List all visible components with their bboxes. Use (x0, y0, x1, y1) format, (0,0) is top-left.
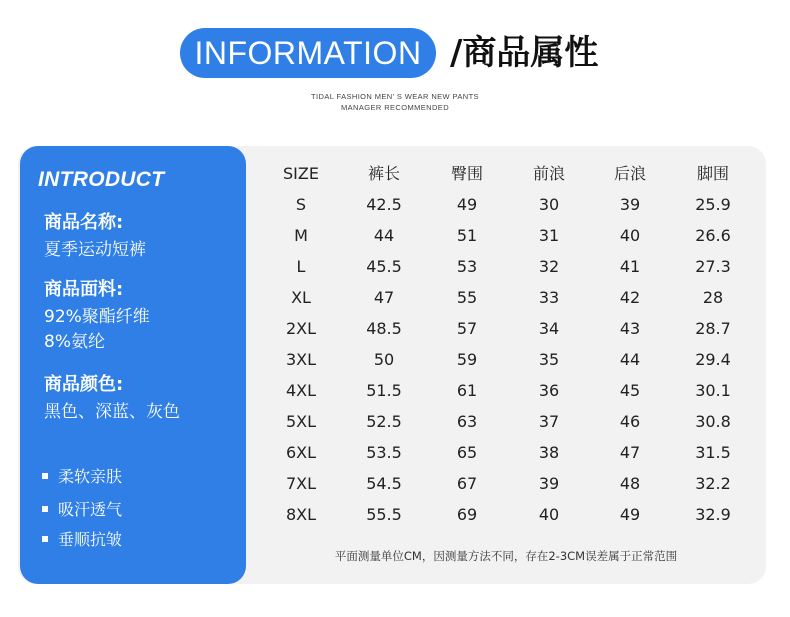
subtitle-line-2: MANAGER RECOMMENDED (340, 103, 450, 112)
bullet-item (42, 464, 122, 487)
table-cell: 28 (702, 288, 724, 307)
size-label-cell: 3XL (285, 350, 317, 369)
table-cell: 37 (538, 412, 560, 431)
table-cell: 36 (538, 381, 560, 400)
table-cell: 57 (456, 319, 478, 338)
table-cell: 45 (619, 381, 641, 400)
table-cell: 61 (456, 381, 478, 400)
table-cell: 29.4 (695, 350, 731, 369)
table-cell: 44 (373, 226, 395, 245)
size-label-cell: 4XL (285, 381, 317, 400)
table-cell: 46 (619, 412, 641, 431)
size-label-cell: 5XL (285, 412, 317, 431)
size-label-cell: XL (291, 288, 311, 307)
bullet-text: 垂顺抗皱 (58, 530, 123, 549)
bullet-icon (42, 536, 48, 542)
table-cell: 51.5 (366, 381, 402, 400)
table-cell: 28.7 (695, 319, 731, 338)
table-cell: 30 (538, 195, 560, 214)
table-cell: 49 (619, 505, 641, 524)
table-cell: 63 (456, 412, 478, 431)
name-label: 商品名称: (44, 212, 124, 233)
table-cell: 31 (538, 226, 560, 245)
table-cell: 50 (373, 350, 395, 369)
table-cell: 32 (538, 257, 560, 276)
page-title: /商品属性 (450, 33, 599, 73)
table-cell: 42.5 (366, 195, 402, 214)
table-cell: 40 (619, 226, 641, 245)
table-header-cell: 后浪 (613, 164, 646, 183)
table-cell: 59 (456, 350, 478, 369)
table-header-cell: 臀围 (450, 164, 483, 183)
table-cell: 53 (456, 257, 478, 276)
table-cell: 30.8 (695, 412, 731, 431)
color-label: 商品颜色: (44, 374, 124, 395)
table-cell: 32.2 (695, 474, 731, 493)
fabric-line-1: 92%聚酯纤维 (44, 307, 150, 327)
table-cell: 26.6 (695, 226, 731, 245)
table-cell: 51 (456, 226, 478, 245)
table-cell: 55.5 (366, 505, 402, 524)
header (0, 0, 790, 140)
bullet-icon (42, 473, 48, 479)
table-cell: 65 (456, 443, 478, 462)
table-cell: 33 (538, 288, 560, 307)
table-cell: 54.5 (366, 474, 402, 493)
bullet-text: 柔软亲肤 (58, 467, 123, 486)
table-header-cell: 脚围 (696, 164, 729, 183)
size-label-cell: 6XL (285, 443, 317, 462)
table-cell: 34 (538, 319, 560, 338)
table-header-cell: 前浪 (532, 164, 565, 183)
table-cell: 45.5 (366, 257, 402, 276)
table-cell: 69 (456, 505, 478, 524)
table-cell: 52.5 (366, 412, 402, 431)
table-cell: 43 (619, 319, 641, 338)
table-cell: 48.5 (366, 319, 402, 338)
size-label-cell: L (296, 257, 306, 276)
table-cell: 25.9 (695, 195, 731, 214)
table-cell: 42 (619, 288, 641, 307)
table-cell: 47 (619, 443, 641, 462)
table-cell: 67 (456, 474, 478, 493)
information-pill (180, 28, 436, 78)
size-label-cell: M (294, 226, 308, 245)
pill-text: INFORMATION (194, 34, 422, 71)
table-cell: 30.1 (695, 381, 731, 400)
table-cell: 53.5 (366, 443, 402, 462)
table-cell: 47 (373, 288, 395, 307)
table-cell: 40 (538, 505, 560, 524)
bullet-text: 吸汗透气 (58, 500, 123, 519)
bullet-icon (42, 506, 48, 512)
size-label-cell: 8XL (285, 505, 317, 524)
table-header-cell: SIZE (283, 164, 319, 183)
table-cell: 31.5 (695, 443, 731, 462)
fabric-line-2: 8%氨纶 (44, 332, 105, 352)
fabric-label: 商品面料: (44, 279, 124, 300)
name-value: 夏季运动短裤 (44, 240, 146, 260)
table-cell: 32.9 (695, 505, 731, 524)
subtitle-line-1: TIDAL FASHION MEN’ S WEAR NEW PANTS (311, 92, 479, 101)
table-cell: 39 (619, 195, 641, 214)
color-value: 黑色、深蓝、灰色 (44, 402, 180, 422)
table-cell: 39 (538, 474, 560, 493)
table-cell: 35 (538, 350, 560, 369)
intro-heading: INTRODUCT (38, 168, 165, 191)
table-cell: 44 (619, 350, 641, 369)
table-cell: 49 (456, 195, 478, 214)
intro-card (20, 146, 246, 584)
size-label-cell: 2XL (285, 319, 317, 338)
measurement-note: 平面测量单位CM，因测量方法不同，存在2-3CM误差属于正常范围 (334, 549, 678, 563)
table-cell: 48 (619, 474, 641, 493)
table-cell: 27.3 (695, 257, 731, 276)
table-cell: 41 (619, 257, 641, 276)
table-cell: 38 (538, 443, 560, 462)
table-header-cell: 裤长 (367, 164, 400, 183)
bullet-item (42, 527, 122, 550)
size-label-cell: 7XL (285, 474, 317, 493)
size-label-cell: S (295, 195, 307, 214)
bullet-item (42, 497, 122, 520)
table-cell: 55 (456, 288, 478, 307)
